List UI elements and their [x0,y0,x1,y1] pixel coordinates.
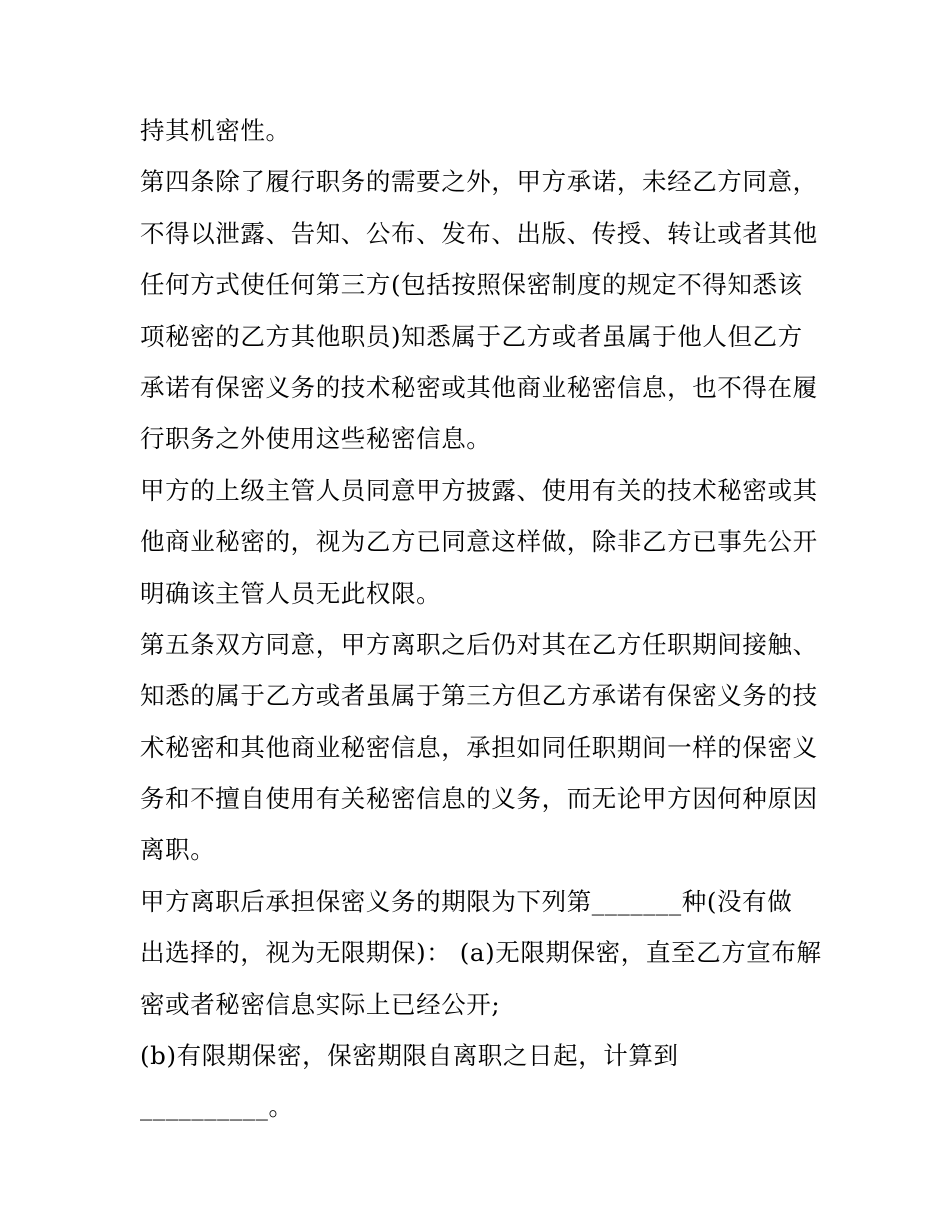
text-line: 甲方的上级主管人员同意甲方披露、使用有关的技术秘密或其 [140,475,818,505]
text-line: (b)有限期保密，保密期限自离职之日起，计算到 [140,1041,679,1071]
document-body [140,105,820,1133]
text-line: 离职。 [140,835,216,865]
text-line: 密或者秘密信息实际上已经公开; [140,989,501,1019]
text-line: 明确该主管人员无此权限。 [140,578,442,608]
text-line: 出选择的，视为无限期保)： (a)无限期保密，直至乙方宣布解 [140,938,822,968]
text-line: 任何方式使任何第三方(包括按照保密制度的规定不得知悉该 [140,270,803,300]
text-line: 行职务之外使用这些秘密信息。 [140,424,492,454]
text-line: 不得以泄露、告知、公布、发布、出版、传授、转让或者其他 [140,218,818,248]
text-line: 知悉的属于乙方或者虽属于第三方但乙方承诺有保密义务的技 [140,681,818,711]
text-line: 项秘密的乙方其他职员)知悉属于乙方或者虽属于他人但乙方 [140,321,803,351]
text-line: 第五条双方同意，甲方离职之后仍对其在乙方任职期间接触、 [140,629,818,659]
text-line: 第四条除了履行职务的需要之外，甲方承诺，未经乙方同意， [140,167,818,197]
text-line: 他商业秘密的，视为乙方已同意这样做，除非乙方已事先公开 [140,527,818,557]
text-line: 持其机密性。 [140,116,291,145]
text-line: 术秘密和其他商业秘密信息，承担如同任职期间一样的保密义 [140,732,818,762]
text-line: __________。 [140,1092,294,1122]
text-line: 甲方离职后承担保密义务的期限为下列第_______种(没有做 [140,886,793,916]
text-line: 务和不擅自使用有关秘密信息的义务，而无论甲方因何种原因 [140,784,818,814]
text-line: 承诺有保密义务的技术秘密或其他商业秘密信息，也不得在履 [140,372,818,402]
